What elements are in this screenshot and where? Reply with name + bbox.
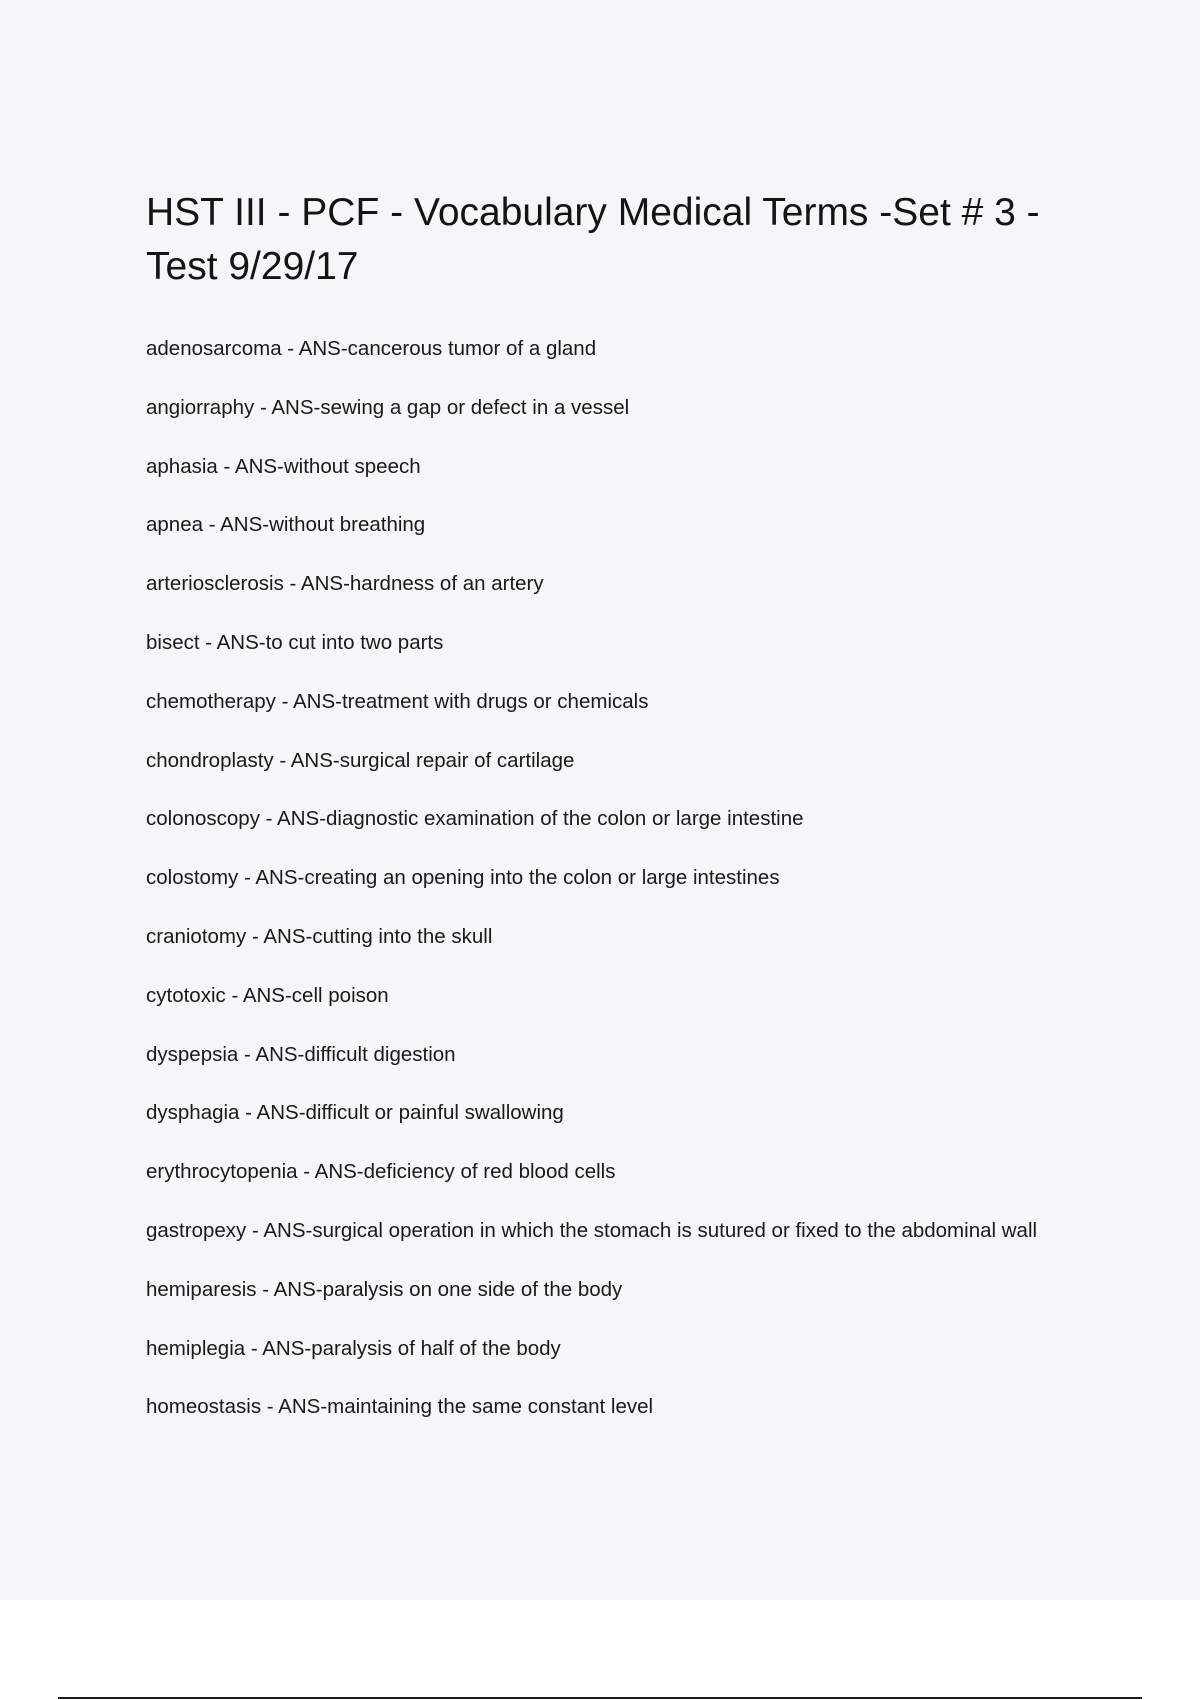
vocabulary-entry: cytotoxic - ANS-cell poison xyxy=(146,983,389,1007)
vocabulary-list xyxy=(146,334,1076,1421)
vocabulary-entry: chemotherapy - ANS-treatment with drugs or chemicals xyxy=(146,689,649,713)
vocabulary-entry: apnea - ANS-without breathing xyxy=(146,513,426,537)
page-divider xyxy=(58,1697,1142,1699)
vocabulary-entry: colostomy - ANS-creating an opening into the colon or large intestines xyxy=(146,866,780,890)
vocabulary-entry: chondroplasty - ANS-surgical repair of cartilage xyxy=(146,748,575,772)
vocabulary-entry: colonoscopy - ANS-diagnostic examination of the colon or large intestine xyxy=(146,807,804,831)
vocabulary-entry: hemiparesis - ANS-paralysis on one side of the body xyxy=(146,1277,623,1301)
vocabulary-entry: homeostasis - ANS-maintaining the same constant level xyxy=(146,1395,654,1419)
vocabulary-entry: dysphagia - ANS-difficult or painful swallowing xyxy=(146,1101,564,1125)
vocabulary-entry: craniotomy - ANS-cutting into the skull xyxy=(146,924,493,948)
vocabulary-entry: bisect - ANS-to cut into two parts xyxy=(146,630,444,654)
vocabulary-entry: gastropexy - ANS-surgical operation in which the stomach is sutured or fixed to the abdominal wall xyxy=(146,1218,1038,1242)
vocabulary-entry: arteriosclerosis - ANS-hardness of an artery xyxy=(146,572,544,596)
vocabulary-entry: hemiplegia - ANS-paralysis of half of the body xyxy=(146,1336,561,1360)
vocabulary-entry: aphasia - ANS-without speech xyxy=(146,454,421,478)
vocabulary-entry: erythrocytopenia - ANS-deficiency of red blood cells xyxy=(146,1160,616,1184)
vocabulary-entry: dyspepsia - ANS-difficult digestion xyxy=(146,1042,456,1066)
vocabulary-entry: adenosarcoma - ANS-cancerous tumor of a gland xyxy=(146,337,597,360)
document-title: HST III - PCF - Vocabulary Medical Terms -Set # 3 - Test 9/29/17 xyxy=(146,191,1040,288)
vocabulary-entry: angiorraphy - ANS-sewing a gap or defect in a vessel xyxy=(146,395,630,419)
